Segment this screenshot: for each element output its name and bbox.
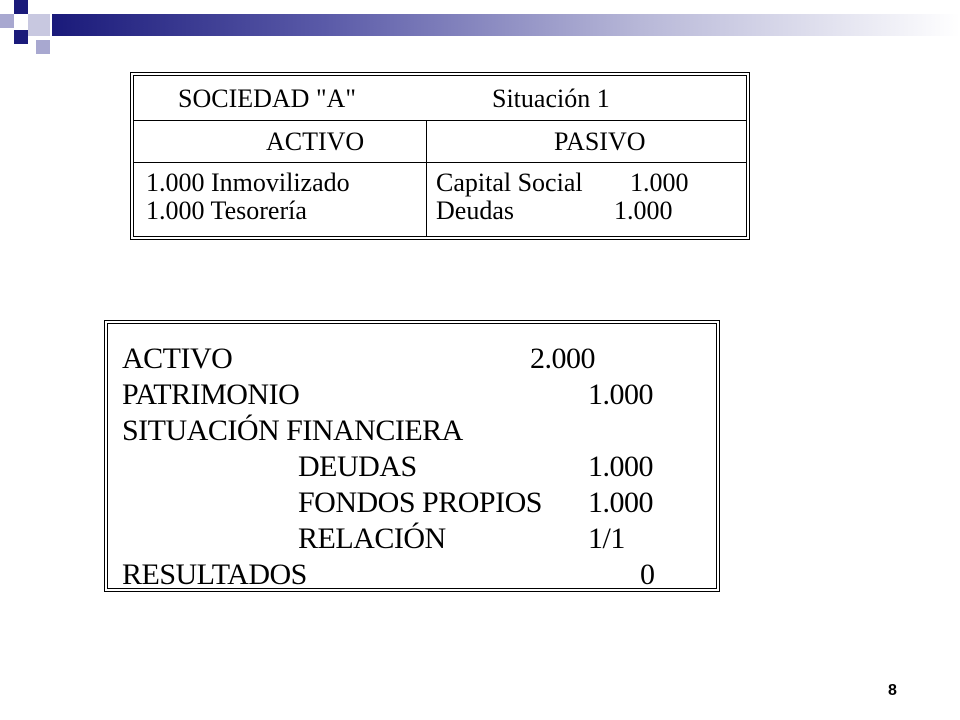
pasivo-header: PASIVO	[554, 127, 646, 156]
page-number: 8	[888, 682, 897, 699]
pasivo-item-value: 1.000	[630, 168, 689, 197]
patrimonio-label: PATRIMONIO	[122, 378, 300, 411]
balance-header-row	[134, 120, 746, 163]
activo-item: 1.000 Inmovilizado	[146, 168, 350, 197]
company-name: SOCIEDAD "A"	[178, 84, 356, 113]
financial-summary-box	[104, 320, 720, 592]
resultados-value: 0	[640, 558, 655, 591]
square-decoration	[14, 30, 28, 44]
balance-body-row	[134, 162, 746, 236]
activo-item: 1.000 Tesorería	[146, 196, 307, 225]
square-decoration	[14, 0, 28, 14]
square-decoration	[28, 14, 50, 36]
activo-value: 2.000	[530, 342, 595, 375]
fondos-propios-label: FONDOS PROPIOS	[298, 486, 542, 519]
situation-label: Situación 1	[492, 84, 610, 113]
resultados-label: RESULTADOS	[122, 558, 307, 591]
deudas-label: DEUDAS	[298, 450, 417, 483]
pasivo-item-label: Capital Social	[436, 168, 583, 197]
activo-header: ACTIVO	[266, 127, 365, 156]
balance-sheet-table	[130, 72, 750, 240]
square-decoration	[0, 14, 14, 28]
deudas-value: 1.000	[588, 450, 653, 483]
header-gradient-bar	[52, 14, 960, 36]
fondos-propios-value: 1.000	[588, 486, 653, 519]
relacion-value: 1/1	[588, 522, 625, 555]
pasivo-item-value: 1.000	[614, 196, 673, 225]
patrimonio-value: 1.000	[588, 378, 653, 411]
relacion-label: RELACIÓN	[298, 522, 446, 555]
balance-title-row	[134, 76, 746, 121]
situacion-financiera-label: SITUACIÓN FINANCIERA	[122, 414, 463, 447]
square-decoration	[36, 40, 50, 54]
activo-label: ACTIVO	[122, 342, 233, 375]
pasivo-item-label: Deudas	[436, 196, 514, 225]
